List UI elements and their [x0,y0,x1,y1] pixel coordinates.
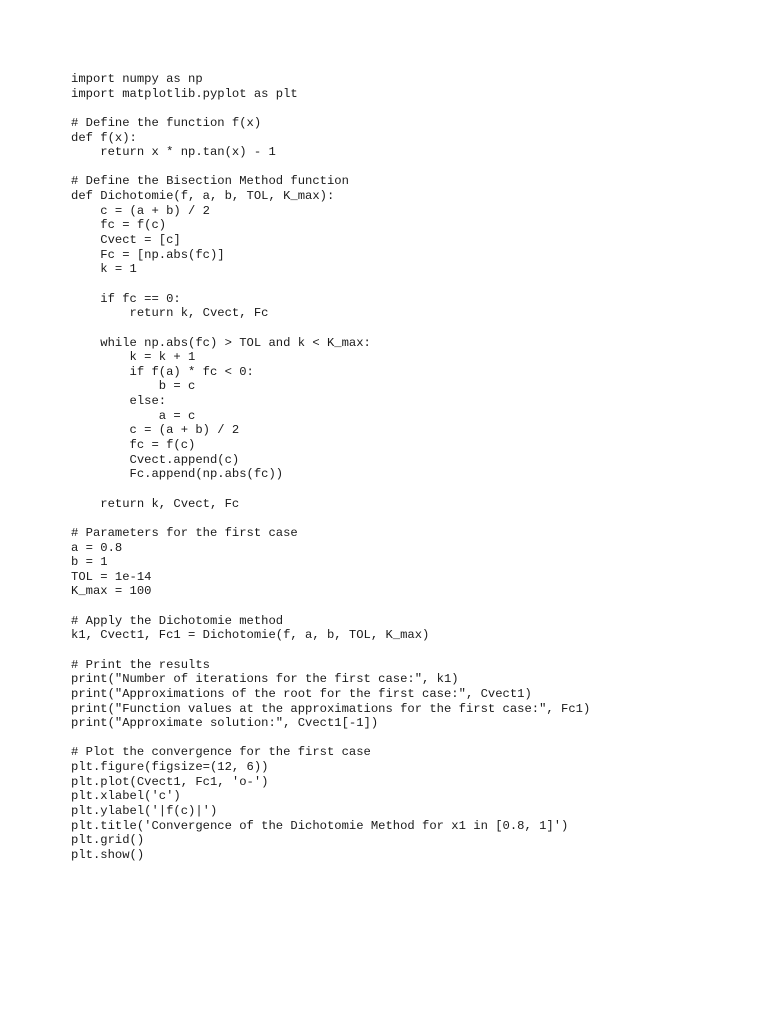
code-line: print("Approximations of the root for the first case:", Cvect1) [71,686,532,701]
code-line: plt.title('Convergence of the Dichotomie Method for x1 in [0.8, 1]') [71,818,569,833]
code-line [71,482,590,497]
code-line: Fc.append(np.abs(fc)) [71,467,284,482]
code-line: k = k + 1 [71,350,196,365]
code-line: def Dichotomie(f, a, b, TOL, K_max): [71,189,335,204]
code-line: # Define the function f(x) [71,115,262,130]
code-line: else: [71,394,167,409]
code-line: def f(x): [71,130,137,145]
code-line: k1, Cvect1, Fc1 = Dichotomie(f, a, b, TOL, K_max) [71,628,430,643]
code-line: b = c [71,379,196,394]
code-line: Fc = [np.abs(fc)] [71,247,225,262]
code-line: plt.figure(figsize=(12, 6)) [71,760,269,775]
code-line [71,321,590,336]
code-line [71,599,590,614]
code-line: return x * np.tan(x) - 1 [71,145,276,160]
code-line: print("Approximate solution:", Cvect1[-1]) [71,716,379,731]
code-line: import numpy as np [71,72,203,86]
code-line [71,643,590,658]
code-line: # Apply the Dichotomie method [71,613,284,628]
code-line: print("Number of iterations for the first case:", k1) [71,672,459,687]
code-line: # Parameters for the first case [71,525,298,540]
code-line [71,101,590,116]
code-line: plt.ylabel('|f(c)|') [71,804,218,819]
code-line: k = 1 [71,262,137,277]
code-line: return k, Cvect, Fc [71,306,269,321]
code-line [71,160,590,175]
code-line: Cvect = [c] [71,233,181,248]
code-line: plt.plot(Cvect1, Fc1, 'o-') [71,774,269,789]
code-line: b = 1 [71,555,108,570]
code-block [71,72,590,863]
code-line: return k, Cvect, Fc [71,496,240,511]
code-line: plt.xlabel('c') [71,789,181,804]
code-line: plt.grid() [71,833,145,848]
code-line: Cvect.append(c) [71,452,240,467]
code-line: print("Function values at the approximations for the first case:", Fc1) [71,701,591,716]
code-line: while np.abs(fc) > TOL and k < K_max: [71,335,371,350]
code-line: import matplotlib.pyplot as plt [71,86,298,101]
code-line: plt.show() [71,847,145,862]
code-line: if f(a) * fc < 0: [71,364,254,379]
code-line: a = 0.8 [71,540,123,555]
code-line: c = (a + b) / 2 [71,423,240,438]
code-line [71,277,590,292]
code-line [71,511,590,526]
code-line: # Plot the convergence for the first case [71,745,371,760]
code-line: fc = f(c) [71,218,167,233]
code-line: # Print the results [71,657,210,672]
code-line [71,731,590,746]
code-line: c = (a + b) / 2 [71,203,210,218]
code-line: # Define the Bisection Method function [71,174,349,189]
code-line: fc = f(c) [71,438,196,453]
code-line: K_max = 100 [71,584,152,599]
code-line: if fc == 0: [71,291,181,306]
code-line: TOL = 1e-14 [71,569,152,584]
code-line: a = c [71,408,196,423]
